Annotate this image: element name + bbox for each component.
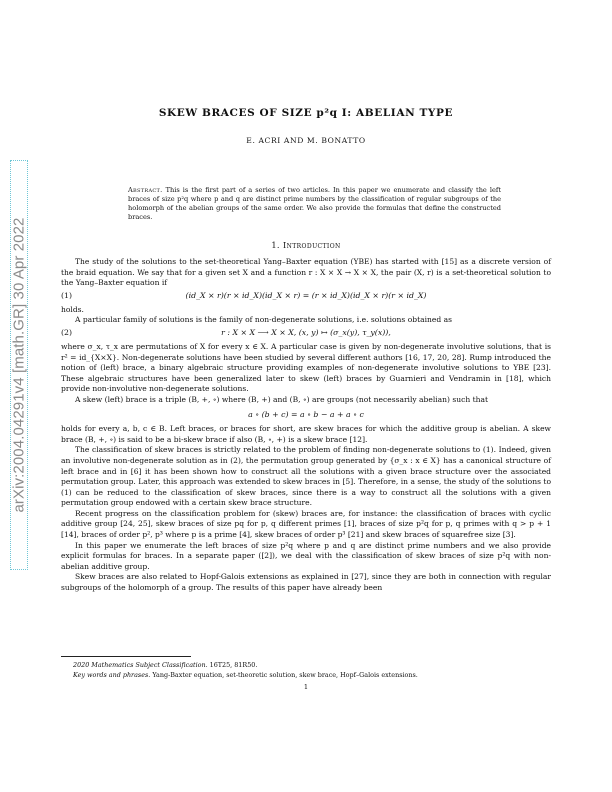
equation-1-number: (1) [61, 290, 73, 300]
paragraph-3: where σ_x, τ_x are permutations of X for every x ∈ X. A particular case is given by non-degenerate involutive solutions, that is r² = id_{X×X}. Non-degenerate solutions have been studied by several different authors [16, 17, 20, 28]. Rump introduced the notion of (left) brace, a binary algebraic structure providing examples of non-degenerate involutive solutions to YBE [23]. These algebraic structures have been generalized later to skew (left) braces by Guarnieri and Vendramin in [18], which provide non-involutive non-degenerate solutions. [61, 341, 551, 394]
body-text [61, 257, 551, 594]
paragraph-holds: holds. [61, 304, 84, 314]
equation-2 [61, 326, 551, 342]
msc-codes: 16T25, 81R50. [207, 661, 258, 669]
footnote-divider [61, 656, 191, 657]
paragraph-7: Recent progress on the classification problem for (skew) braces are, for instance: the classification of braces with cyclic additive group [24, 25], skew braces of size pq for p, q different primes [1], braces of size p²q for p, q primes with q > p + 1 [14], braces of order p², p³ where p is a prime [4], skew braces of order p³ [21] and skew braces of squarefree size [3]. [61, 508, 551, 540]
keywords-label: Key words and phrases. [73, 670, 151, 679]
paper-title: SKEW BRACES OF SIZE p²q I: ABELIAN TYPE [158, 107, 454, 119]
abstract-text: This is the first part of a series of two articles. In this paper we enumerate and classify the left braces of size p²q where p and q are distinct prime numbers by the classification of regular subgroups of the holomorph of the abelian groups of the same order. We also provide the formulas that define the constructed braces. [128, 186, 501, 221]
equation-1 [61, 289, 551, 305]
paper-authors: E. ACRI AND M. BONATTO [246, 136, 366, 145]
paragraph-8: In this paper we enumerate the left braces of size p²q where p and q are distinct prime numbers and we also provide explicit formulas for braces. In a separate paper ([2]), we deal with the classification of skew braces of size p²q with non-abelian additive group. [61, 540, 551, 571]
equation-1-expression: (id_X × r)(r × id_X)(id_X × r) = (r × id_X)(id_X × r)(r × id_X) [185, 290, 427, 300]
equation-2-expression: r : X × X ⟶ X × X, (x, y) ↦ (σ_x(y), τ_y(x)), [221, 327, 391, 337]
paragraph-4: A skew (left) brace is a triple (B, +, ∘) where (B, +) and (B, ∘) are groups (not necessarily abelian) such that [75, 394, 489, 404]
footnotes [73, 661, 551, 680]
paragraph-1: The study of the solutions to the set-theoretical Yang–Baxter equation (YBE) has started with [15] as a discrete version of the braid equation. We say that for a given set X and a function r : X × X → X × X, the pair (X, r) is a set-theoretical solution to the Yang–Baxter equation if [61, 257, 551, 288]
arxiv-stamp [6, 160, 32, 570]
section-heading: 1. Introduction [271, 240, 341, 250]
page-number: 1 [303, 683, 309, 691]
footnote-msc [73, 661, 551, 671]
abstract [128, 186, 501, 222]
msc-label: 2020 Mathematics Subject Classification. [73, 661, 208, 669]
footnote-keywords [73, 671, 551, 681]
paragraph-9: Skew braces are also related to Hopf-Galois extensions as explained in [27], since they are both in connection with regular subgroups of the holomorph of a group. The results of this paper have already been [61, 572, 551, 593]
paragraph-6: The classification of skew braces is strictly related to the problem of finding non-degenerate solutions to (1). Indeed, given an involutive non-degenerate solution as in (2), the permutation group generated by {σ_x : x ∈ X} has a canonical structure of left brace and in [6] it has been shown how to construct all the solutions with a given brace structure over the associated permutation group. Later, this approach was extended to skew braces in [5]. Therefore, in a sense, the study of the solutions to (1) can be reduced to the classification of skew braces, since there is a way to construct all the solutions with a given permutation group endowed with a certain skew brace structure. [61, 445, 551, 508]
keywords-text: Yang-Baxter equation, set-theoretic solution, skew brace, Hopf–Galois extensions. [150, 670, 418, 679]
paragraph-5: holds for every a, b, c ∈ B. Left braces, or braces for short, are skew braces for which the additive group is abelian. A skew brace (B, +, ∘) is said to be a bi-skew brace if also (B, ∘, +) is a skew brace [12]. [61, 424, 551, 444]
equation-3: a ∘ (b + c) = a ∘ b − a + a ∘ c [248, 409, 364, 419]
equation-2-number: (2) [61, 327, 73, 337]
arxiv-identifier[interactable]: arXiv:2004.04291v4 [math.GR] 30 Apr 2022 [10, 217, 28, 513]
abstract-heading: Abstract. [128, 186, 163, 194]
paragraph-2: A particular family of solutions is the family of non-degenerate solutions, i.e. solutions obtained as [75, 315, 452, 325]
